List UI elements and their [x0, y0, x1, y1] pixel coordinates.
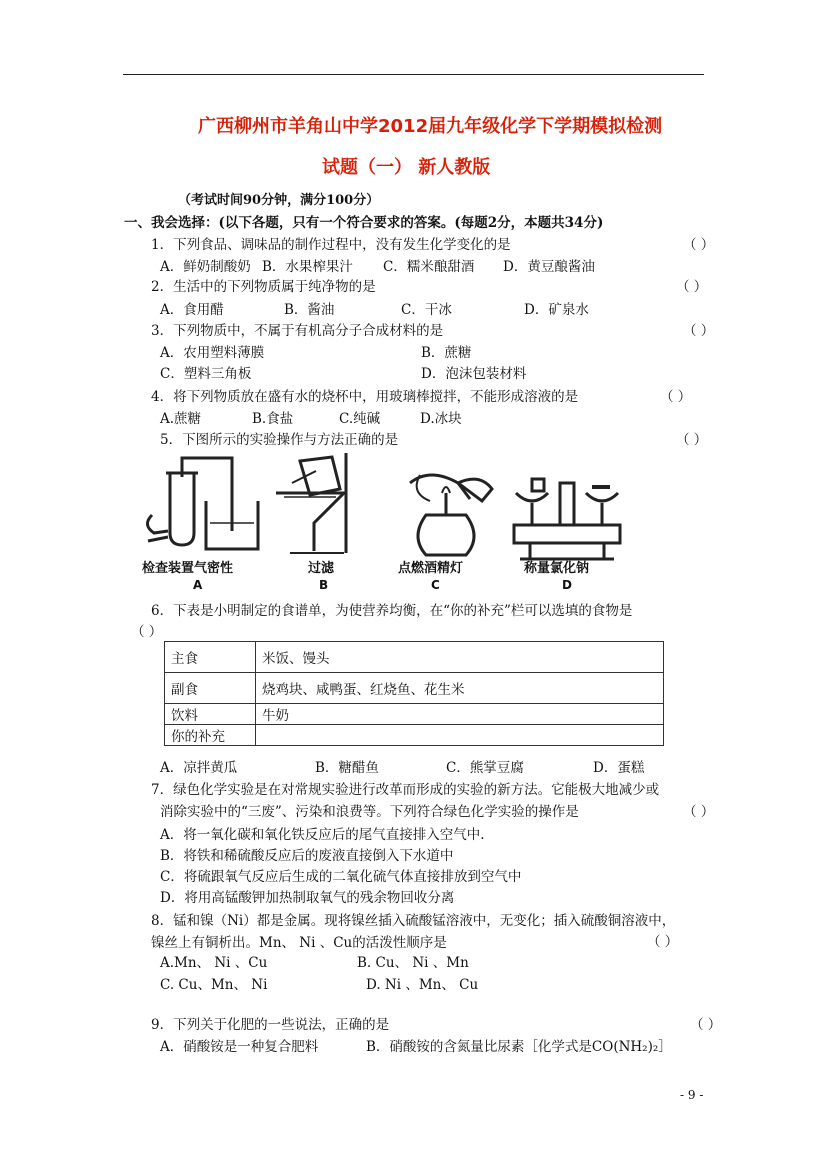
table-row	[165, 725, 664, 746]
figure-letter-d: D	[562, 578, 572, 592]
q2-option-a: A．食用醋	[160, 302, 224, 318]
table-label: 副食	[165, 673, 256, 704]
alcohol-lamp-icon	[410, 475, 492, 555]
q6-option-c: C．熊掌豆腐	[446, 760, 524, 776]
table-row	[165, 704, 664, 725]
table-label: 你的补充	[165, 725, 256, 746]
question-4-stem: 4．将下列物质放在盛有水的烧杯中，用玻璃棒搅拌，不能形成溶液的是	[151, 389, 579, 405]
question-2-stem: 2．生活中的下列物质属于纯净物的是	[151, 279, 376, 295]
q8-option-b: B. Cu、 Ni 、Mn	[357, 955, 469, 971]
q6-option-a: A．凉拌黄瓜	[160, 760, 238, 776]
q3-option-b: B．蔗糖	[421, 345, 472, 361]
table-label: 主食	[165, 642, 256, 673]
q1-option-a: A．鲜奶制酸奶	[160, 259, 251, 275]
q1-option-d: D．黄豆酿酱油	[503, 259, 595, 275]
q4-option-b: B.食盐	[252, 411, 294, 427]
title-line-2: 试题（一） 新人教版	[322, 157, 491, 178]
q7-option-c: C．将硫跟氧气反应后生成的二氧化硫气体直接排放到空气中	[160, 869, 522, 885]
question-8-answer: （ ）	[647, 934, 679, 950]
title-line-1: 广西柳州市羊角山中学2012届九年级化学下学期模拟检测	[198, 116, 663, 137]
table-row	[165, 673, 664, 704]
q8-option-a: A.Mn、 Ni 、Cu	[160, 955, 268, 971]
table-value: 牛奶	[256, 704, 664, 725]
question-9-answer: （ ）	[690, 1017, 722, 1033]
exam-info: （考试时间90分钟，满分100分）	[178, 193, 380, 208]
question-8-stem-line-2: 镍丝上有铜析出。Mn、 Ni 、Cu的活泼性顺序是	[151, 935, 447, 951]
q2-option-b: B．酱油	[284, 302, 335, 318]
question-5-answer: （ ）	[676, 432, 708, 448]
q9-option-b: B．硝酸铵的含氮量比尿素［化学式是CO(NH₂)₂］	[366, 1039, 672, 1055]
figure-label-d: 称量氯化钠	[524, 561, 590, 576]
question-4-answer: （ ）	[660, 389, 692, 405]
q3-option-d: D．泡沫包装材料	[421, 366, 527, 382]
table-value: 米饭、馒头	[256, 642, 664, 673]
q2-option-c: C．干冰	[401, 302, 452, 318]
question-1-answer: （ ）	[683, 237, 715, 253]
q4-option-c: C.纯碱	[339, 411, 381, 427]
figure-letter-b: B	[319, 578, 329, 592]
q7-option-b: B．将铁和稀硫酸反应后的废液直接倒入下水道中	[160, 848, 454, 864]
q3-option-a: A．农用塑料薄膜	[160, 345, 265, 361]
question-5-stem: 5．下图所示的实验操作与方法正确的是	[160, 432, 399, 448]
q1-option-b: B．水果榨果汁	[262, 259, 353, 275]
figure-letter-a: A	[193, 578, 203, 592]
balance-icon	[514, 479, 620, 559]
question-8-stem: 8．锰和镍（Ni）都是金属。现将镍丝插入硫酸锰溶液中，无变化；插入硫酸铜溶液中，	[151, 913, 676, 929]
q4-option-d: D.冰块	[420, 411, 462, 427]
question-3-stem: 3．下列物质中，不属于有机高分子合成材料的是	[151, 323, 444, 339]
question-9-stem: 9．下列关于化肥的一些说法，正确的是	[151, 1017, 390, 1033]
question-6-stem: 6．下表是小明制定的食谱单，为使营养均衡，在“你的补充”栏可以选填的食物是	[151, 603, 633, 619]
airtightness-apparatus-icon	[147, 458, 258, 549]
question-6-answer: （ ）	[131, 624, 163, 640]
table-row	[165, 642, 664, 673]
q1-option-c: C．糯米酿甜酒	[383, 259, 475, 275]
q4-option-a: A.蔗糖	[160, 411, 202, 427]
header-rule	[123, 74, 704, 75]
table-value: 烧鸡块、咸鸭蛋、红烧鱼、花生米	[256, 673, 664, 704]
question-3-answer: （ ）	[683, 323, 715, 339]
filtering-apparatus-icon	[276, 453, 346, 553]
q9-option-a: A．硝酸铵是一种复合肥料	[160, 1039, 319, 1055]
q7-option-a: A．将一氧化碳和氧化铁反应后的尾气直接排入空气中.	[160, 827, 485, 843]
section-heading: 一、我会选择：(以下各题，只有一个符合要求的答案。(每题2分，本题共34分)	[124, 215, 604, 231]
q2-option-d: D．矿泉水	[524, 302, 589, 318]
q8-option-d: D. Ni 、Mn、 Cu	[366, 977, 479, 993]
q6-option-b: B．糖醋鱼	[315, 760, 379, 776]
q3-option-c: C．塑料三角板	[160, 366, 252, 382]
figure-label-a: 检查装置气密性	[142, 561, 234, 576]
question-1-stem: 1．下列食品、调味品的制作过程中，没有发生化学变化的是	[151, 237, 511, 253]
table-label: 饮料	[165, 704, 256, 725]
question-7-answer: （ ）	[683, 804, 715, 820]
q7-option-d: D．将用高锰酸钾加热制取氧气的残余物回收分离	[160, 890, 455, 906]
q6-option-d: D．蛋糕	[593, 760, 645, 776]
question-7-stem-line-2: 消除实验中的“三废”、污染和浪费等。下列符合绿色化学实验的操作是	[160, 804, 579, 820]
page-number: - 9 -	[680, 1088, 704, 1102]
figure-label-c: 点燃酒精灯	[398, 561, 464, 576]
figure-label-b: 过滤	[308, 561, 335, 576]
table-value	[256, 725, 664, 746]
question-7-stem: 7．绿色化学实验是在对常规实验进行改革而形成的实验的新方法。它能极大地减少或	[151, 782, 660, 798]
figure-letter-c: C	[431, 578, 440, 592]
question-2-answer: （ ）	[676, 279, 708, 295]
menu-table	[164, 641, 664, 746]
q8-option-c: C. Cu、Mn、 Ni	[160, 977, 268, 993]
